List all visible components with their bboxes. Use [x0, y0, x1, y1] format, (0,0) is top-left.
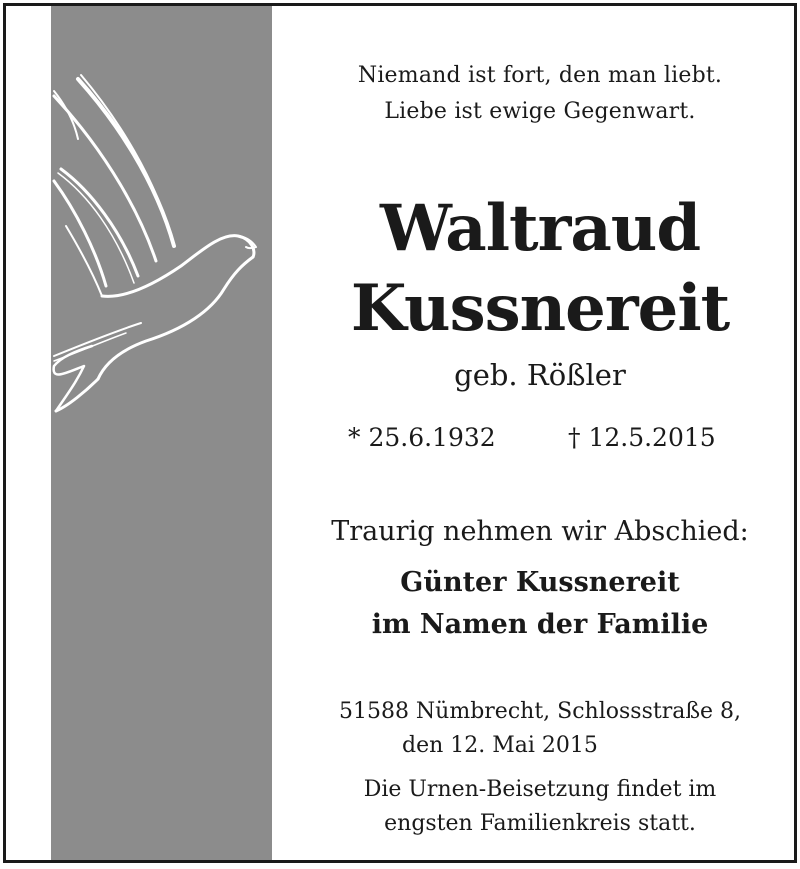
address-line: 51588 Nümbrecht, Schlossstraße 8, — [338, 699, 742, 724]
last-name: Kussnereit — [350, 271, 730, 346]
mourner-name: Günter Kussnereit — [400, 567, 680, 598]
deceased-name — [296, 189, 784, 349]
birth-date: * 25.6.1932 — [348, 423, 496, 452]
mourners — [296, 562, 784, 646]
motto-line: Niemand ist fort, den man liebt. — [357, 63, 723, 88]
burial-line: Die Urnen-Beisetzung findet im — [363, 777, 717, 802]
burial-line: engsten Familienkreis statt. — [384, 811, 696, 836]
mourner-family: im Namen der Familie — [371, 609, 709, 640]
birth-name: geb. Rößler — [454, 358, 626, 392]
dove-icon — [6, 61, 266, 421]
address-date: den 12. Mai 2015 — [402, 733, 598, 758]
address-block — [296, 695, 784, 763]
death-date: † 12.5.2015 — [568, 423, 716, 452]
burial-notice — [296, 773, 784, 841]
first-name: Waltraud — [379, 191, 701, 266]
motto-line: Liebe ist ewige Gegenwart. — [384, 99, 696, 124]
farewell-heading: Traurig nehmen wir Abschied: — [331, 516, 749, 547]
motto-quote — [296, 58, 784, 130]
